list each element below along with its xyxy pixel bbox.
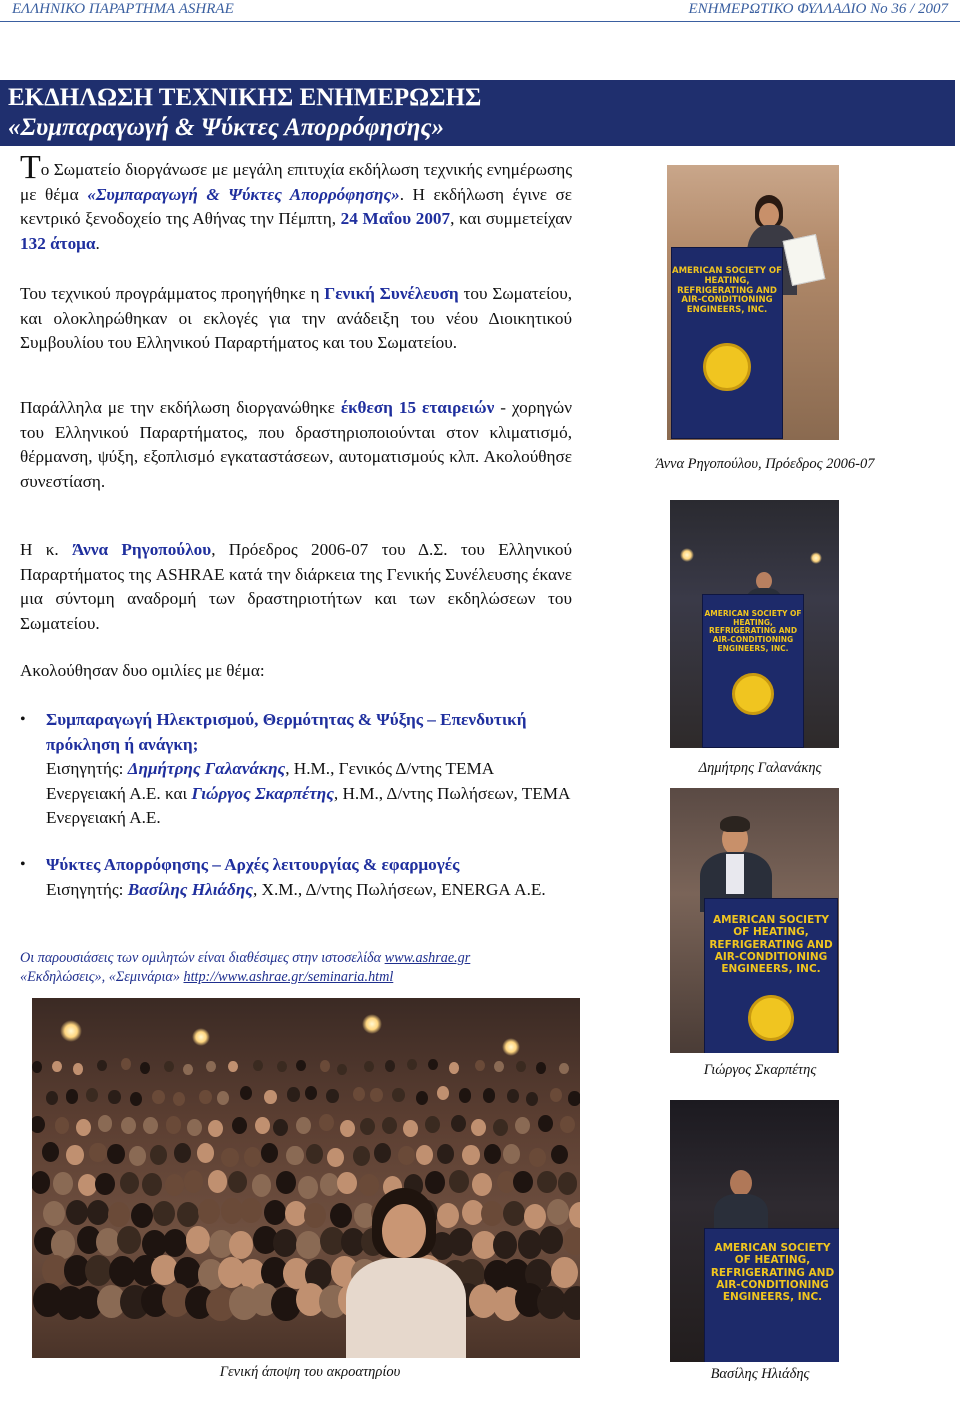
audience-head <box>403 1120 418 1137</box>
exhibition-text-2: - χορηγών του Ελληνικού Παραρτήματος, που δραστηριοποιούνται στον κλιματισμό, θέρμανση, ψύξη, εξοπλισμό εγκαταστάσεων, αυτοματισμούς κλπ. Ακολούθησε συνεστίαση. <box>20 398 573 491</box>
audience-head <box>89 1143 106 1163</box>
audience-head <box>208 1120 223 1137</box>
audience-head <box>353 1146 370 1166</box>
audience-head <box>32 1171 50 1194</box>
audience-head <box>563 1227 580 1255</box>
audience-head <box>459 1088 471 1102</box>
audience-head <box>164 1061 174 1073</box>
audience-head <box>326 1089 338 1103</box>
talk-item <box>20 708 572 831</box>
talks-intro <box>20 659 572 684</box>
audience-head <box>98 1115 113 1132</box>
audience-head <box>217 1091 229 1105</box>
audience-head <box>166 1116 181 1133</box>
audience-head <box>32 1061 42 1073</box>
note-text: Οι παρουσιάσεις των ομιλητών είναι διαθέσιμες στην ιστοσελίδα <box>20 950 385 966</box>
audience-head <box>197 1143 214 1163</box>
audience-head <box>559 1063 569 1075</box>
audience-head <box>529 1148 546 1168</box>
audience-head <box>253 1060 263 1072</box>
banner-title: ΕΚΔΗΛΩΣΗ ΤΕΧΝΙΚΗΣ ΕΝΗΜΕΡΩΣΗΣ <box>8 84 482 111</box>
note-text-2: «Εκδηλώσεις», «Σεμινάρια» <box>20 969 184 985</box>
site-link[interactable]: www.ashrae.gr <box>384 950 471 966</box>
audience-head <box>416 1091 428 1105</box>
audience-head <box>526 1092 538 1106</box>
audience-head <box>437 1086 449 1100</box>
audience-head <box>407 1059 417 1071</box>
audience-head <box>163 1229 187 1257</box>
audience-head <box>142 1173 162 1196</box>
president-text-2: , Πρόεδρος 2006-07 του Δ.Σ. του Ελληνικού Παραρτήματος της ASHRAE κατά την διάρκεια της Γενικής Συνέλευσης έκανε μια σύντομη αναδρομή των δραστηριοτήτων και των εκδηλώσεων του Σωματείου. <box>20 540 573 633</box>
audience-head <box>32 1116 45 1133</box>
audience-head <box>327 1148 344 1168</box>
audience-head <box>199 1090 211 1104</box>
caption-rigopoulou: Άννα Ρηγοπούλου, Πρόεδρος 2006-07 <box>655 456 875 472</box>
banner-subtitle: «Συμπαραγωγή & Ψύκτες Απορρόφησης» <box>8 114 445 141</box>
audience-head <box>273 1119 288 1136</box>
audience-head <box>97 1060 107 1072</box>
audience-head <box>150 1145 167 1165</box>
audience-head <box>130 1092 142 1106</box>
caption-iliadis: Βασίλης Ηλιάδης <box>710 1366 810 1382</box>
audience-head <box>152 1090 164 1104</box>
audience-head <box>165 1174 185 1197</box>
audience-head <box>87 1200 109 1225</box>
audience-head <box>524 1204 546 1229</box>
audience-head <box>198 1199 220 1224</box>
speaker-label: Εισηγητής: <box>46 879 128 899</box>
audience-head <box>569 1202 580 1227</box>
audience-head <box>503 1201 525 1226</box>
talk-title: Συμπαραγωγή Ηλεκτρισμού, Θερμότητας & Ψύξης – Επενδυτική πρόκληση ή ανάγκη; <box>46 710 527 754</box>
audience-head <box>42 1142 59 1162</box>
photo-skarpetis <box>670 788 839 1053</box>
audience-head <box>306 1144 323 1164</box>
audience-head <box>515 1117 530 1134</box>
audience-head <box>360 1118 375 1135</box>
audience-head <box>568 1091 580 1105</box>
audience-head <box>305 1086 317 1100</box>
audience-head <box>516 1061 526 1073</box>
caption-audience: Γενική άποψη του ακροατηρίου <box>219 1364 401 1380</box>
audience-head <box>232 1117 247 1134</box>
audience-head <box>277 1061 287 1073</box>
president-name: Άννα Ρηγοπούλου <box>72 540 212 559</box>
audience-head <box>398 1146 415 1166</box>
general-assembly: Γενική Συνέλευση <box>324 284 459 303</box>
audience-head <box>493 1231 517 1259</box>
audience-head <box>228 1061 238 1073</box>
intro-text: ο Σωματείο διοργάνωσε με μεγάλη επιτυχία εκδήλωση τεχνικής ενημέρωσης με θέμα <box>20 160 572 204</box>
audience-head <box>53 1172 73 1195</box>
intro-text-2: . Η εκδήλωση έγινε σε κεντρικό ξενοδοχείο της Αθήνας την Πέμπτη, <box>20 184 572 228</box>
audience-head <box>240 1198 262 1223</box>
assembly-text-2: του Σωματείου, και ολοκληρώθηκαν οι εκλογές για την ανάδειξη του νέου Διοικητικού Συμβουλίου του Ελληνικού Παραρτήματος και του Σωματείου. <box>20 284 573 352</box>
speaker-name: Βασίλης Ηλιάδης <box>127 879 253 899</box>
audience-head <box>252 1174 272 1197</box>
speaker-role: , Χ.Μ., Δ/ντης Πωλήσεων, ENERGA Α.Ε. <box>252 879 546 899</box>
audience-head <box>374 1143 391 1163</box>
intro-topic: «Συμπαραγωγή & Ψύκτες Απορρόφησης» <box>87 184 400 204</box>
president-text: Η κ. <box>20 540 72 559</box>
audience-head <box>183 1064 193 1076</box>
speaker-name-2: Γιώργος Σκαρπέτης <box>191 783 334 803</box>
audience-head <box>558 1172 578 1195</box>
audience-head <box>261 1143 278 1163</box>
audience-head <box>304 1203 326 1228</box>
intro-paragraph <box>20 149 572 256</box>
exhibition-highlight: έκθεση 15 εταιρειών <box>340 398 495 417</box>
header-divider <box>0 21 960 22</box>
audience-head <box>73 1063 83 1075</box>
audience-head <box>52 1061 62 1073</box>
dropcap: Τ <box>20 149 41 186</box>
audience-head <box>428 1059 438 1071</box>
speaker-name: Δημήτρης Γαλανάκης <box>127 759 286 778</box>
audience-head <box>131 1203 153 1228</box>
audience-head <box>143 1117 158 1134</box>
audience-head <box>550 1088 562 1102</box>
seminars-link[interactable]: http://www.ashrae.gr/seminaria.html <box>183 969 394 985</box>
audience-head <box>537 1171 557 1194</box>
intro-text-4: . <box>95 233 100 253</box>
audience-head <box>46 1091 58 1105</box>
audience-head <box>340 1120 355 1137</box>
podium: AMERICAN SOCIETY OF HEATING, REFRIGERATING AND AIR-CONDITIONING ENGINEERS, INC. <box>702 594 804 748</box>
audience-head <box>273 1229 297 1257</box>
audience-head <box>513 1171 533 1194</box>
audience-head <box>298 1176 318 1199</box>
audience-head <box>108 1202 130 1227</box>
assembly-text: Του τεχνικού προγράμματος προηγήθηκε η <box>20 284 325 303</box>
page-header <box>0 0 960 20</box>
audience-head <box>320 1060 330 1072</box>
audience-head <box>121 1058 131 1070</box>
audience-head <box>228 1171 248 1194</box>
audience-head <box>120 1172 140 1195</box>
audience-head <box>240 1086 252 1100</box>
audience-head <box>208 1170 228 1193</box>
audience-head <box>538 1115 553 1132</box>
audience-head <box>173 1092 185 1106</box>
audience-head <box>493 1119 508 1136</box>
audience-head <box>370 1088 382 1102</box>
audience-head <box>264 1200 286 1225</box>
photo-iliadis <box>670 1100 839 1362</box>
audience-head <box>264 1090 276 1104</box>
audience-head <box>140 1062 150 1074</box>
intro-text-3: , και συμμετείχαν <box>450 209 572 228</box>
audience-head <box>337 1064 347 1076</box>
audience-head <box>296 1060 306 1072</box>
presentations-note <box>20 949 580 987</box>
audience-head <box>451 1115 466 1132</box>
audience-head <box>484 1144 501 1164</box>
bullet-icon: • <box>20 856 26 873</box>
audience-head <box>121 1117 136 1134</box>
photo-audience <box>32 998 580 1358</box>
audience-head <box>551 1145 568 1165</box>
audience-head <box>296 1117 311 1134</box>
audience-head <box>187 1119 202 1136</box>
audience-head <box>255 1117 270 1134</box>
audience-head <box>494 1061 504 1073</box>
audience-head <box>319 1114 334 1131</box>
audience-head <box>221 1148 238 1168</box>
audience-head <box>85 1255 112 1286</box>
audience-head <box>364 1061 374 1073</box>
audience-head <box>244 1147 261 1167</box>
audience-head <box>95 1173 115 1196</box>
audience-head <box>66 1200 88 1225</box>
title-banner <box>0 80 955 146</box>
podium: AMERICAN SOCIETY OF HEATING, REFRIGERATING AND AIR-CONDITIONING ENGINEERS, INC. <box>704 1228 839 1362</box>
podium: AMERICAN SOCIETY OF HEATING, REFRIGERATING AND AIR-CONDITIONING ENGINEERS, INC. <box>671 247 783 439</box>
audience-head <box>551 1257 578 1288</box>
audience-head <box>107 1144 124 1164</box>
audience-head <box>55 1117 70 1134</box>
audience-head <box>382 1117 397 1134</box>
exhibition-paragraph <box>20 396 572 494</box>
attendee-count: 132 άτομα <box>20 233 96 253</box>
audience-head <box>483 1088 495 1102</box>
audience-head <box>206 1061 216 1073</box>
audience-head <box>117 1226 141 1254</box>
assembly-paragraph <box>20 282 572 356</box>
event-date: 24 Μαΐου 2007 <box>340 209 451 228</box>
audience-head <box>86 1088 98 1102</box>
audience-head <box>296 1231 320 1259</box>
audience-head <box>186 1226 210 1254</box>
photo-rigopoulou <box>667 165 839 440</box>
header-left: ΕΛΛΗΝΙΚΟ ΠΑΡΑΡΤΗΜΑ ASHRAE <box>12 1 234 17</box>
speaker-role-2: , Η.Μ., Δ/ντης Πωλήσεων, ΤΕΜΑ Ενεργειακή Α.Ε. <box>46 783 570 827</box>
bullet-icon: • <box>20 711 26 728</box>
audience-head <box>449 1062 459 1074</box>
audience-head <box>547 1199 569 1224</box>
audience-head <box>353 1087 365 1101</box>
caption-skarpetis: Γιώργος Σκαρπέτης <box>703 1062 817 1078</box>
audience-head <box>562 1286 580 1320</box>
audience-head <box>287 1087 299 1101</box>
audience-head <box>471 1119 486 1136</box>
audience-head <box>481 1201 503 1226</box>
audience-head <box>66 1145 83 1165</box>
audience-head <box>462 1145 479 1165</box>
speaker-role: , Η.Μ., Γενικός Δ/ντης ΤΕΜΑ Ενεργειακή Α.Ε. και <box>46 759 494 803</box>
president-paragraph <box>20 538 572 636</box>
audience-head <box>507 1089 519 1103</box>
audience-head <box>385 1060 395 1072</box>
talks-intro-text: Ακολούθησαν δυο ομιλίες με θέμα: <box>20 661 265 680</box>
caption-galanakis: Δημήτρης Γαλανάκης <box>698 760 822 776</box>
audience-head <box>229 1231 253 1259</box>
audience-head <box>43 1201 65 1226</box>
audience-head <box>153 1201 175 1226</box>
audience-head <box>503 1144 520 1164</box>
audience-head <box>184 1170 204 1193</box>
audience-head <box>76 1119 91 1136</box>
audience-head <box>174 1143 191 1163</box>
photo-galanakis <box>670 500 839 748</box>
talk-item <box>20 853 572 902</box>
header-right: ΕΝΗΜΕΡΩΤΙΚΟ ΦΥΛΛΑΔΙΟ Νο 36 / 2007 <box>688 1 948 17</box>
audience-head <box>66 1089 78 1103</box>
audience-head <box>425 1116 440 1133</box>
audience-head <box>536 1062 546 1074</box>
audience-head <box>177 1202 199 1227</box>
speaker-label: Εισηγητής: <box>46 759 128 778</box>
audience-head <box>560 1116 575 1133</box>
audience-member <box>332 1188 482 1358</box>
audience-head <box>475 1060 485 1072</box>
audience-head <box>276 1171 296 1194</box>
audience-head <box>437 1144 454 1164</box>
audience-head <box>108 1090 120 1104</box>
exhibition-text: Παράλληλα με την εκδήλωση διοργανώθηκε <box>20 398 341 417</box>
talk-title: Ψύκτες Απορρόφησης – Αρχές λειτουργίας & εφαρμογές <box>46 855 460 874</box>
audience-head <box>416 1145 433 1165</box>
audience-head <box>129 1146 146 1166</box>
audience-head <box>392 1088 404 1102</box>
audience-head <box>539 1226 563 1254</box>
audience-head <box>286 1146 303 1166</box>
podium: AMERICAN SOCIETY OF HEATING, REFRIGERATING AND AIR-CONDITIONING ENGINEERS, INC. <box>704 898 838 1053</box>
